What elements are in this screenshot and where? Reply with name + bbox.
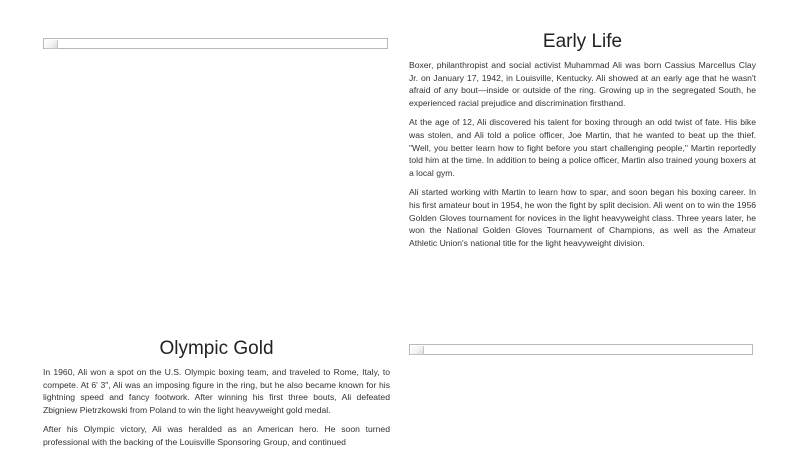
early-life-paragraph-3: Ali started working with Martin to learn how to spar, and soon began his boxing career. In his first amateur bout in 1954, he won the fight by split decision. Ali went on to win the 1956 Golden Gloves tournament for novices in the light heavyweight class. Three years later, he won the National Golden Gloves Tournament of Champions, as well as the Amateur Athletic Union's national title for the light heavyweight division. (409, 187, 756, 248)
section-title-olympic-gold: Olympic Gold (159, 338, 274, 359)
broken-image-olympic-gold (409, 344, 753, 355)
section-title-early-life: Early Life (542, 31, 623, 52)
section-early-life (409, 31, 756, 256)
olympic-gold-paragraph-1: In 1960, Ali won a spot on the U.S. Olympic boxing team, and traveled to Rome, Italy, to compete. At 6' 3", Ali was an imposing figure in the ring, but he also became known for his lightning speed and fancy footwork. After winning his first three bouts, Ali defeated Zbigniew Pietrzkowski from Poland to win the light heavyweight gold medal. (43, 367, 390, 415)
early-life-paragraph-2: At the age of 12, Ali discovered his talent for boxing through an odd twist of fate. His bike was stolen, and Ali told a police officer, Joe Martin, that he wanted to beat up the thief. "Well, you better learn how to fight before you start challenging people," Martin reportedly told him at the time. In addition to being a police officer, Martin also trained young boxers at a local gym. (409, 117, 756, 178)
early-life-paragraph-1: Boxer, philanthropist and social activist Muhammad Ali was born Cassius Marcellus Clay Jr. on January 17, 1942, in Louisville, Kentucky. Ali showed at an early age that he wasn't afraid of any bout—inside or outside of the ring. Growing up in the segregated South, he experienced racial prejudice and discrimination firsthand. (409, 60, 756, 108)
olympic-gold-paragraph-2: After his Olympic victory, Ali was heralded as an American hero. He soon turned professional with the backing of the Louisville Sponsoring Group, and continued (43, 424, 390, 447)
broken-image-icon (411, 346, 424, 355)
broken-image-icon (45, 40, 58, 49)
broken-image-early-life (43, 38, 388, 49)
section-olympic-gold (43, 338, 390, 450)
